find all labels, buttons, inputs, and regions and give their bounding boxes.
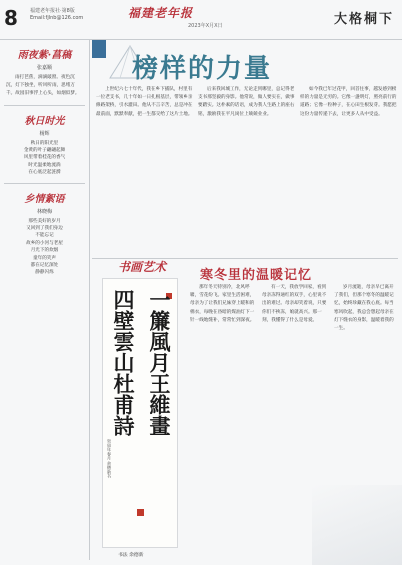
page-header xyxy=(0,0,402,40)
poem-line: 不能忘记 xyxy=(35,233,54,239)
poem-line: 童年的笑声 xyxy=(33,255,56,261)
calligraphy-line-left: 四壁雲山杜甫詩 xyxy=(111,289,136,436)
article-bottom-col1: 那年冬天特别冷，北风呼啸，雪花纷飞。家里生活困难，母亲为了让我们兄妹穿上暖和的棉衣，每晚在昏暗的煤油灯下一针一线地缝补，常常忙到深夜。 xyxy=(190,285,255,323)
calligraphy-caption: 书法 余德新 xyxy=(118,553,144,558)
article-top-col1: 上世纪六七十年代，我在乡下插队，村里有一位老支书，几十年如一日扎根基层，带领乡亲修路架桥，引水灌田。他从不言辛苦，总是冲在最前面，默默奉献，把一生都交给了这片土地。 xyxy=(96,87,193,117)
poem-line: 静静闪烁 xyxy=(35,270,54,276)
poem2-author: 林晓梅 xyxy=(36,208,52,215)
calligraphy-scroll xyxy=(102,278,178,548)
article-bottom-col3: 岁月流逝，母亲早已离开了我们，但那个寒冬的温暖记忆，始终珍藏在我心底。每当寒风吹起，我总会想起母亲在灯下缝衣的身影，温暖着我的一生。 xyxy=(334,285,394,332)
article-bottom-col2: 有一天，我放学回家，看到母亲冻得通红的双手，心里说不出的难过。母亲却笑着说，只要你们不挨冻，娘就高兴。那一刻，我懂得了什么是母爱。 xyxy=(262,285,327,323)
essay-text: 雨打芭蕉，滴滴敲窗。夜色沉沉，灯下独坐，听风听雨，思绪万千。故园旧事浮上心头，如烟似梦。 xyxy=(6,75,80,97)
decorative-corner xyxy=(312,485,402,565)
poem-line: 时光温柔地流淌 xyxy=(28,162,61,168)
article-top-col2: 后来我回城工作，无论走到哪里，总记得老支书那坚毅的身影。他常说，做人要实在，做事要踏实。这朴素的话语，成为我人生路上的座右铭，激励我在平凡岗位上兢兢业业。 xyxy=(198,87,295,117)
calligraphy-line-right: 一簾風月王維畫 xyxy=(147,289,172,436)
main-headline: 榜样的力量 xyxy=(132,54,273,84)
left-column xyxy=(0,40,90,560)
poem1-title: 秋日时光 xyxy=(24,115,65,127)
poem-line: 在心底泛起涟漪 xyxy=(28,170,61,176)
poem-line: 故乡的小河与老屋 xyxy=(26,240,63,246)
header-meta-line1: 福建老年报社·第8版 xyxy=(30,8,75,14)
poem1-body xyxy=(0,140,89,177)
essay-author: 张嘉顺 xyxy=(36,65,52,71)
page-number: 8 xyxy=(4,6,18,30)
poem2-body xyxy=(0,218,89,277)
poem-line: 又回到了我们身边 xyxy=(26,226,63,232)
poem-line: 秋日的阳光里 xyxy=(30,140,59,146)
divider xyxy=(4,105,85,106)
essay-title: 雨夜紫·菖稿 xyxy=(17,50,72,61)
header-meta xyxy=(30,8,83,22)
newspaper-name: 福建老年报 xyxy=(128,6,194,20)
poem1-author: 杨辉 xyxy=(39,130,50,137)
calligraphy-columns xyxy=(109,289,173,529)
poem-line: 都在记忆深处 xyxy=(30,263,59,269)
article-top-col3: 如今我已年过花甲，回首往事，越发感到榜样的力量是无穷的。它像一盏明灯，照亮前行的道路；它像一粒种子，在心田生根发芽。我愿把这份力量传递下去，让更多人从中受益。 xyxy=(300,87,397,117)
section-title: 大格桐下 xyxy=(333,12,394,27)
header-meta-line2: Email:fjlnb@126.com xyxy=(30,15,84,21)
sub-headline: 寒冬里的温暖记忆 xyxy=(200,268,313,283)
poem2-title: 乡情絮语 xyxy=(24,193,65,205)
poem-line: 那些美好的岁月 xyxy=(28,218,61,224)
divider xyxy=(4,183,85,184)
seal-stamp-icon xyxy=(137,509,144,516)
poem-line: 金黄的叶子翩翩起舞 xyxy=(23,148,66,154)
art-section-title: 书画艺术 xyxy=(117,260,166,274)
poem-line: 风里带着桂花的香气 xyxy=(23,155,66,161)
calligraphy-signature: 癸卯年春月 余德新书 xyxy=(107,439,112,479)
poem-line: 月光下的炊烟 xyxy=(30,248,59,254)
newspaper-date: 2023年X月X日 xyxy=(188,23,223,29)
